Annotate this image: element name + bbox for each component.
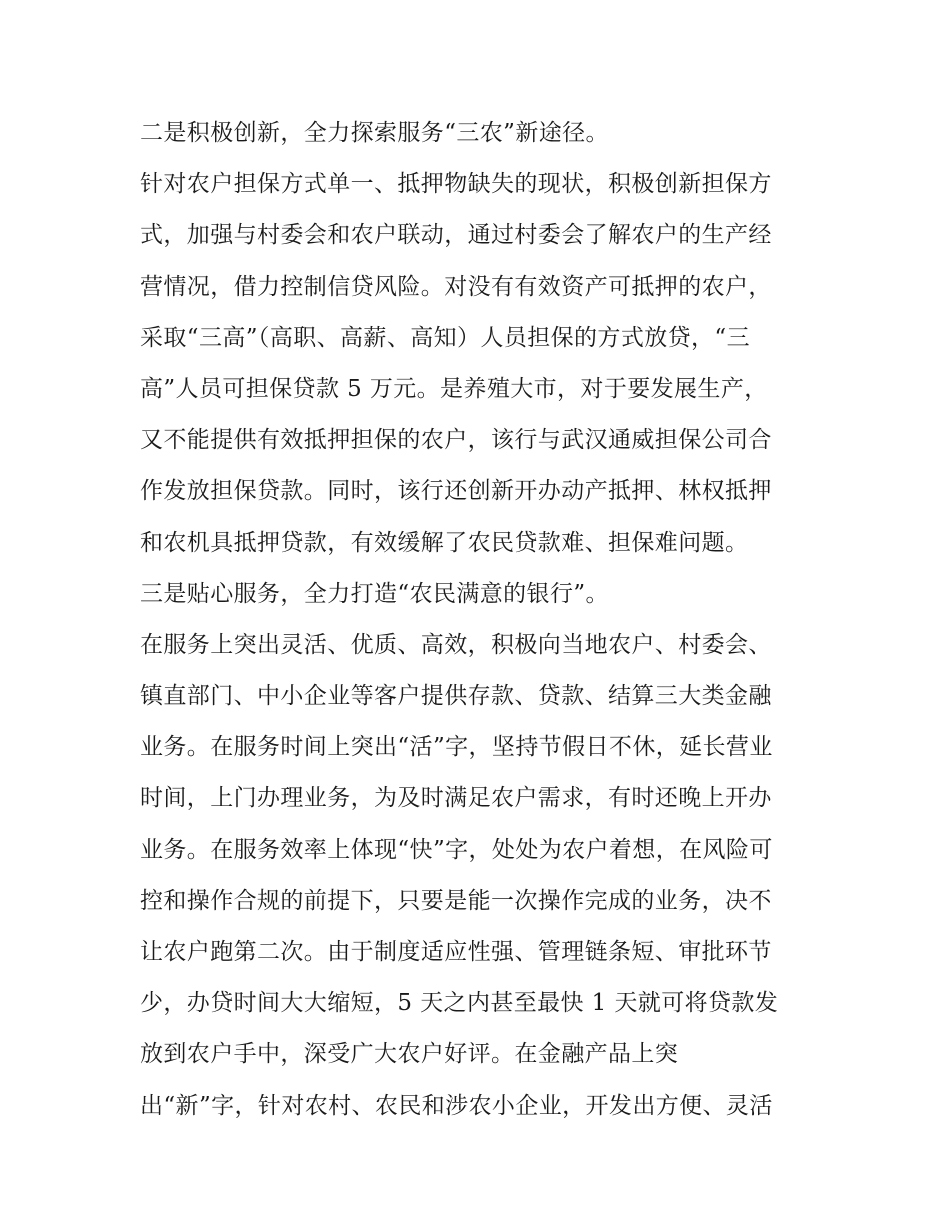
text-line: 控和操作合规的前提下，只要是能一次操作完成的业务，决不	[140, 887, 772, 914]
text-line: 式，加强与村委会和农户联动，通过村委会了解农户的生产经	[140, 222, 772, 249]
text-line: 采取“三高”（高职、高薪、高知）人员担保的方式放贷，“三	[140, 324, 750, 351]
text-line: 和农机具抵押贷款，有效缓解了农民贷款难、担保难问题。	[140, 529, 749, 556]
text-line: 在服务上突出灵活、优质、高效，积极向当地农户、村委会、	[140, 631, 772, 658]
text-line: 作发放担保贷款。同时，该行还创新开办动产抵押、林权抵押	[140, 478, 772, 505]
text-line: 镇直部门、中小企业等客户提供存款、贷款、结算三大类金融	[140, 683, 772, 710]
text-line: 放到农户手中，深受广大农户好评。在金融产品上突	[140, 1041, 679, 1068]
text-line: 高”人员可担保贷款 5 万元。是养殖大市，对于要发展生产，	[140, 375, 768, 402]
text-line: 时间，上门办理业务，为及时满足农户需求，有时还晚上开办	[140, 785, 772, 812]
heading-service: 三是贴心服务，全力打造“农民满意的银行”。	[140, 580, 609, 607]
heading-innovation: 二是积极创新，全力探索服务“三农”新途径。	[140, 120, 609, 146]
text-line: 出“新”字，针对农村、农民和涉农小企业，开发出方便、灵活	[140, 1092, 773, 1119]
text-line: 针对农户担保方式单一、抵押物缺失的现状，积极创新担保方	[140, 171, 772, 198]
text-line: 业务。在服务效率上体现“快”字，处处为农户着想，在风险可	[140, 836, 773, 863]
body-text	[140, 108, 820, 1132]
text-line: 少，办贷时间大大缩短，5 天之内甚至最快 1 天就可将贷款发	[140, 990, 779, 1017]
text-line: 又不能提供有效抵押担保的农户，该行与武汉通威担保公司合	[140, 427, 772, 454]
text-line: 业务。在服务时间上突出“活”字，坚持节假日不休，延长营业	[140, 734, 773, 761]
text-line: 营情况，借力控制信贷风险。对没有有效资产可抵押的农户，	[140, 273, 772, 300]
text-line: 让农户跑第二次。由于制度适应性强、管理链条短、审批环节	[140, 939, 772, 965]
